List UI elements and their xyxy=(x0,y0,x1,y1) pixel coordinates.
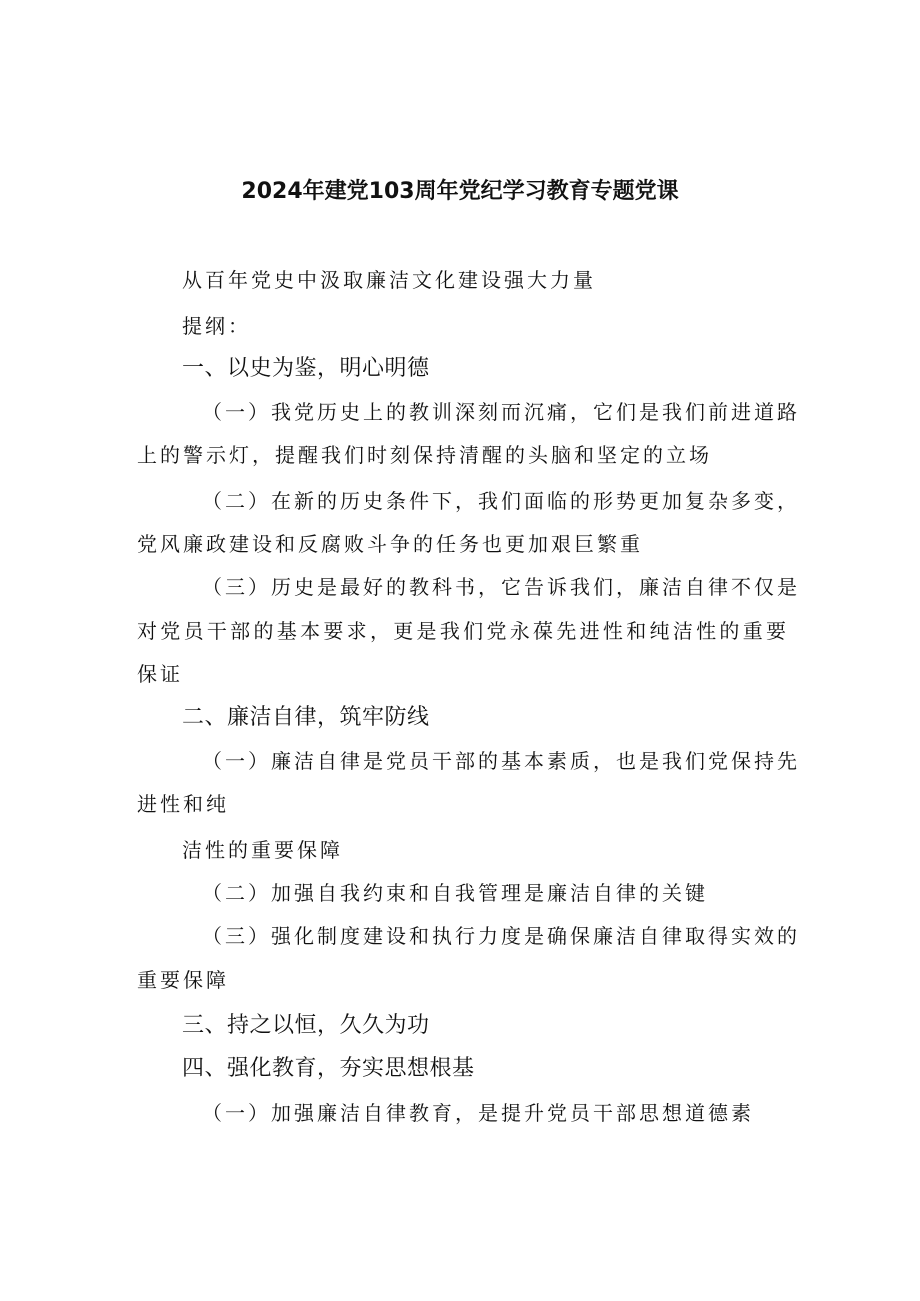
section-heading-2: 二、廉洁自律，筑牢防线 xyxy=(182,705,430,730)
section-heading-4: 四、强化教育，夯实思想根基 xyxy=(182,1056,475,1081)
section-1-item-3-line-2: 对党员干部的基本要求，更是我们党永葆先进性和纯洁性的重要 xyxy=(137,619,789,643)
section-heading-3: 三、持之以恒，久久为功 xyxy=(182,1013,430,1038)
section-2-item-1-line-3: 洁性的重要保障 xyxy=(182,838,343,862)
section-2-item-3-line-2: 重要保障 xyxy=(137,968,229,992)
section-1-item-1-line-2: 上的警示灯，提醒我们时刻保持清醒的头脑和坚定的立场 xyxy=(137,443,712,467)
section-2-item-3-line-1: （三）强化制度建设和执行力度是确保廉洁自律取得实效的 xyxy=(202,924,800,948)
document-title: 2024年建党103周年党纪学习教育专题党课 xyxy=(241,179,679,204)
section-2-item-1-line-2: 进性和纯 xyxy=(137,792,229,816)
subtitle: 从百年党史中汲取廉洁文化建设强大力量 xyxy=(182,268,596,292)
section-1-item-2-line-2: 党风廉政建设和反腐败斗争的任务也更加艰巨繁重 xyxy=(137,532,643,556)
section-1-item-3-line-1: （三）历史是最好的教科书，它告诉我们，廉洁自律不仅是 xyxy=(202,575,800,599)
section-1-item-2-line-1: （二）在新的历史条件下，我们面临的形势更加复杂多变， xyxy=(202,489,800,513)
section-2-item-1-line-1: （一）廉洁自律是党员干部的基本素质，也是我们党保持先 xyxy=(202,749,800,773)
section-2-item-2-line-1: （二）加强自我约束和自我管理是廉洁自律的关键 xyxy=(202,881,708,905)
section-heading-1: 一、以史为鉴，明心明德 xyxy=(182,356,430,381)
section-4-item-1-line-1: （一）加强廉洁自律教育，是提升党员干部思想道德素 xyxy=(202,1101,754,1125)
section-1-item-3-line-3: 保证 xyxy=(137,662,183,686)
outline-label: 提纲： xyxy=(182,314,251,338)
section-1-item-1-line-1: （一）我党历史上的教训深刻而沉痛，它们是我们前进道路 xyxy=(202,400,800,424)
